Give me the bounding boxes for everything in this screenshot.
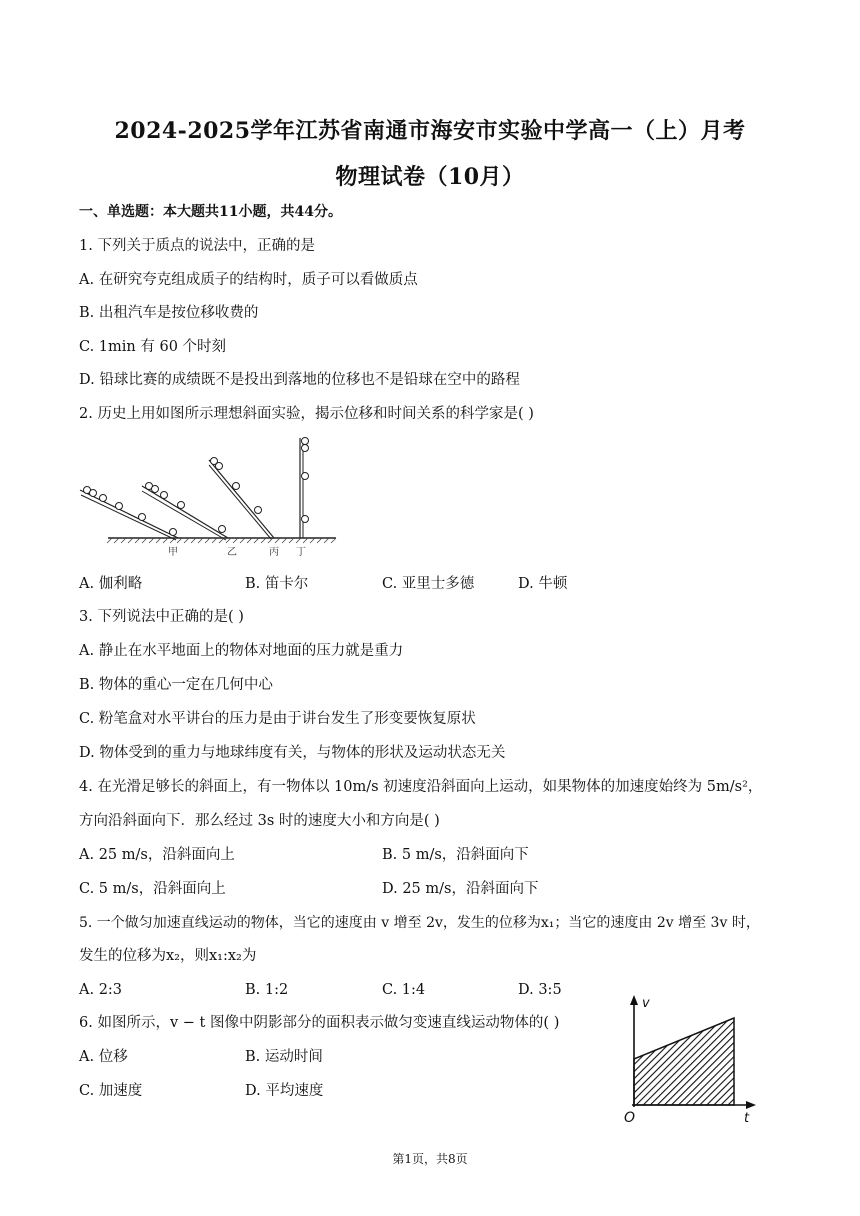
inclined-plane-figure: [78, 434, 340, 562]
figure-label-jia: 甲: [168, 547, 178, 558]
axis-label-v: v: [642, 996, 650, 1011]
exam-title-line2: 物理试卷（10月）: [335, 164, 525, 190]
q4-option-d: D. 25 m/s，沿斜面向下: [382, 881, 539, 897]
q5-option-b: B. 1:2: [245, 982, 289, 998]
q3-option-a: A. 静止在水平地面上的物体对地面的压力就是重力: [79, 643, 404, 659]
q5-stem-line1: 5. 一个做匀加速直线运动的物体，当它的速度由 v 增至 2v，发生的位移为x₁；当它的速度由 2v 增至 3v 时，: [79, 915, 760, 931]
page-footer: 第1页，共8页: [392, 1152, 468, 1166]
q4-stem-line1: 4. 在光滑足够长的斜面上，有一物体以 10m/s 初速度沿斜面向上运动，如果物体的加速度始终为 5m/s²，: [79, 779, 763, 795]
q5-option-d: D. 3:5: [518, 982, 562, 998]
q3-option-b: B. 物体的重心一定在几何中心: [79, 677, 273, 693]
q5-option-c: C. 1:4: [382, 982, 426, 998]
q1-option-c: C. 1min 有 60 个时刻: [79, 339, 227, 355]
q1-option-a: A. 在研究夸克组成质子的结构时，质子可以看做质点: [79, 272, 418, 288]
q4-stem-line2: 方向沿斜面向下．那么经过 3s 时的速度大小和方向是( ): [79, 813, 440, 829]
origin-label: O: [624, 1110, 636, 1125]
q6-option-d: D. 平均速度: [245, 1083, 324, 1099]
q2-option-d: D. 牛顿: [518, 576, 568, 592]
vt-graph-figure: [620, 993, 760, 1125]
shaded-area: [634, 1018, 734, 1105]
q1-stem: 1. 下列关于质点的说法中，正确的是: [79, 238, 315, 254]
exam-title-line1: 2024-2025学年江苏省南通市海安市实验中学高一（上）月考: [114, 118, 746, 144]
q4-option-b: B. 5 m/s，沿斜面向下: [382, 847, 529, 863]
q3-option-d: D. 物体受到的重力与地球纬度有关，与物体的形状及运动状态无关: [79, 745, 506, 761]
q3-stem: 3. 下列说法中正确的是( ): [79, 609, 244, 625]
q2-stem: 2. 历史上用如图所示理想斜面实验，揭示位移和时间关系的科学家是( ): [79, 406, 534, 422]
q2-option-c: C. 亚里士多德: [382, 576, 475, 592]
q6-stem: 6. 如图所示，v − t 图像中阴影部分的面积表示做匀变速直线运动物体的( ): [79, 1015, 560, 1031]
q6-option-c: C. 加速度: [79, 1083, 143, 1099]
figure-label-yi: 乙: [227, 547, 237, 558]
q4-option-c: C. 5 m/s，沿斜面向上: [79, 881, 226, 897]
q1-option-d: D. 铅球比赛的成绩既不是投出到落地的位移也不是铅球在空中的路程: [79, 372, 520, 388]
q3-option-c: C. 粉笔盒对水平讲台的压力是由于讲台发生了形变要恢复原状: [79, 711, 476, 727]
figure-label-bing: 丙: [269, 547, 279, 558]
figure-label-ding: 丁: [296, 547, 306, 558]
q6-option-b: B. 运动时间: [245, 1049, 323, 1065]
q6-option-a: A. 位移: [79, 1049, 128, 1065]
q1-option-b: B. 出租汽车是按位移收费的: [79, 305, 259, 321]
q2-option-b: B. 笛卡尔: [245, 576, 309, 592]
q2-option-a: A. 伽利略: [79, 576, 143, 592]
axis-label-t: t: [744, 1111, 750, 1125]
section-heading: 一、单选题：本大题共11小题，共44分。: [79, 204, 342, 220]
q4-option-a: A. 25 m/s，沿斜面向上: [79, 847, 235, 863]
q5-option-a: A. 2:3: [79, 982, 123, 998]
q5-stem-line2: 发生的位移为x₂，则x₁:x₂为: [79, 948, 257, 964]
